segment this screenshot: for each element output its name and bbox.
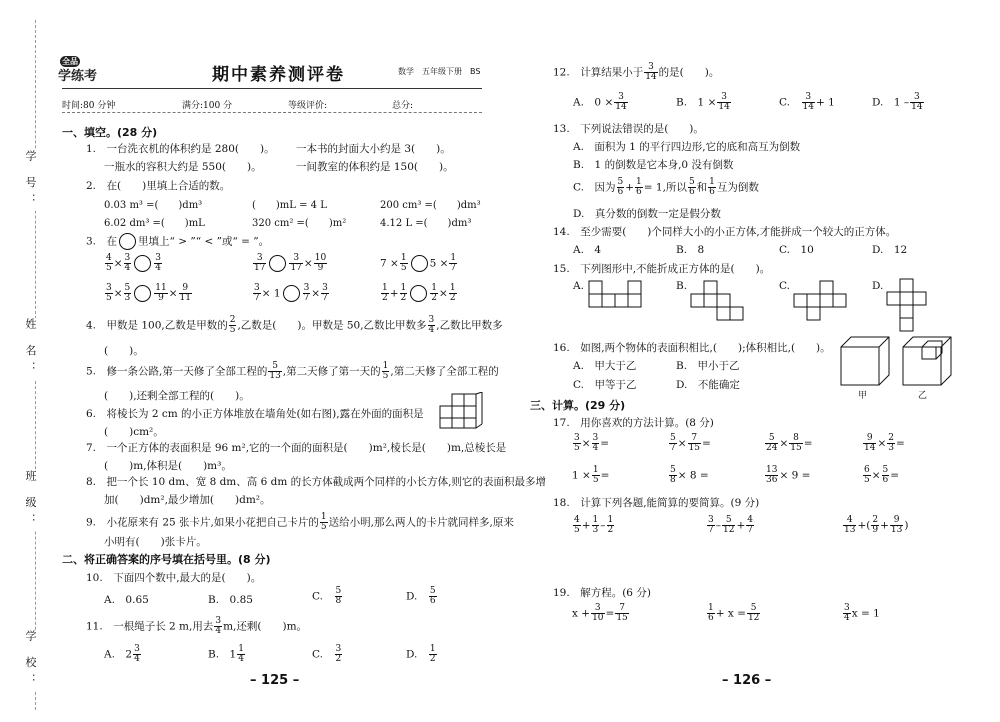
q6-line-1: 6. 将棱长为 2 cm 的小正方体堆放在墙角处(如右图),露在外面的面积是 (86, 408, 424, 420)
name-field: 姓 名： (24, 318, 37, 379)
q2-item-f: 4.12 L =( )dm³ (380, 218, 472, 229)
q4-line-1: 4. 甲数是 100,乙数是甲数的 $\frac{2}{5}$ ,乙数是( )。甲数是 50,乙数比甲数多 $\frac{3}{4}$ ,乙数比甲数多 (86, 315, 503, 335)
answer-circle-icon (410, 285, 427, 302)
q19-eq-2: $\frac{1}{6}$ + x = $\frac{5}{12}$ (708, 603, 760, 623)
q13-stem: 13. 下列说法错误的是( )。 (553, 123, 704, 135)
binding-margin (0, 0, 44, 722)
compare-circle-icon (119, 233, 136, 250)
q12-option-a: A. 0 × $\frac{3}{14}$ (573, 92, 627, 112)
q18-expr-1: $\frac{4}{5}$ + $\frac{1}{3}$ – $\frac{1}{2}$ (574, 515, 614, 535)
q11-option-b: B. 1 $\frac{1}{4}$ (208, 644, 244, 664)
q2-item-c: 200 cm³ =( )dm³ (380, 200, 481, 211)
q10-option-d: D. $\frac{5}{6}$ (406, 586, 436, 606)
q15-stem: 15. 下列图形中,不能折成正方体的是( )。 (553, 263, 771, 275)
student-number-field: 学 号： (24, 150, 37, 211)
answer-circle-icon (134, 285, 151, 302)
q10-option-b: B. 0.85 (208, 594, 253, 606)
q13-option-b: B. 1 的倒数是它本身,0 没有倒数 (573, 159, 734, 171)
q17-expr-4: $\frac{9}{14}$ × $\frac{2}{3}$ = (864, 433, 905, 453)
q4-line-2: ( )。 (104, 345, 144, 357)
grade-rating: 等级评价: (288, 101, 328, 111)
net-a-figure (588, 280, 648, 324)
subject-label: 数学 五年级下册 BS (398, 67, 481, 76)
q10-option-a: A. 0.65 (104, 594, 149, 606)
q8-line-2: 加( )dm²,最少增加( )dm²。 (104, 494, 271, 506)
q14-option-d: D. 12 (872, 244, 908, 256)
q11-option-c: C. $\frac{3}{2}$ (312, 644, 342, 664)
q15-option-c: C. (779, 280, 790, 292)
q12-stem: 12. 计算结果小于 $\frac{3}{14}$ 的是( )。 (553, 62, 720, 82)
answer-circle-icon (269, 255, 286, 272)
q2-item-b: ( )mL = 4 L (252, 200, 327, 211)
q13-option-a: A. 面积为 1 的平行四边形,它的底和高互为倒数 (573, 141, 801, 153)
q19-eq-3: $\frac{3}{4}$ x = 1 (844, 603, 880, 623)
q6-line-2: ( )cm²。 (104, 426, 164, 438)
q17-expr-2: $\frac{5}{7}$ × $\frac{7}{15}$ = (670, 433, 711, 453)
cube-yi-figure (902, 336, 954, 388)
q16-option-b: B. 甲小于乙 (676, 360, 740, 372)
class-field: 班 级： (24, 470, 37, 531)
page-number-right: – 126 – (722, 673, 772, 688)
q19-stem: 19. 解方程。(6 分) (553, 587, 651, 599)
exam-title: 期中素养测评卷 (212, 65, 345, 85)
net-d-figure (886, 278, 930, 336)
net-b-figure (690, 280, 750, 324)
q18-expr-3: $\frac{4}{13}$ +( $\frac{2}{9}$ + $\frac{9}{13}$ ) (844, 515, 909, 535)
q18-expr-2: $\frac{3}{7}$ – $\frac{5}{12}$ + $\frac{4}{7}$ (708, 515, 753, 535)
brand-logo: 全品 学练考 (58, 57, 98, 84)
q15-option-d: D. (872, 280, 884, 292)
q18-stem: 18. 计算下列各题,能简算的要简算。(9 分) (553, 497, 760, 509)
exam-time: 时间:80 分钟 (62, 101, 116, 111)
q17-expr-7: $\frac{13}{36}$ × 9 = (766, 465, 811, 485)
q14-option-a: A. 4 (573, 244, 602, 256)
q7-line-2: ( )m,体积是( )m³。 (104, 460, 232, 472)
info-rule (62, 112, 482, 113)
total-score: 总分: (392, 101, 414, 111)
answer-circle-icon (411, 255, 428, 272)
q14-option-b: B. 8 (676, 244, 705, 256)
section-three-heading: 三、计算。(29 分) (530, 399, 626, 412)
q11-option-d: D. $\frac{1}{2}$ (406, 644, 436, 664)
q8-line-1: 8. 把一个长 10 dm、宽 8 dm、高 6 dm 的长方体截成两个同样的小长方体,则它的表面积最多增 (86, 476, 546, 488)
q17-expr-3: $\frac{5}{24}$ × $\frac{8}{15}$ = (766, 433, 813, 453)
full-score: 满分:100 分 (182, 101, 233, 111)
q3-expr-1: $\frac{4}{5}$ × $\frac{3}{4}$ $\frac{3}{4}$ (106, 253, 162, 273)
q3-expr-5: $\frac{3}{7}$ × 1 $\frac{3}{7}$ × $\frac{3}{7}$ (254, 283, 328, 303)
q17-expr-5: 1 × $\frac{1}{5}$ = (572, 465, 610, 485)
q13-option-d: D. 真分数的倒数一定是假分数 (573, 208, 721, 220)
header-rule (62, 88, 482, 89)
q5-line-2: ( ),还剩全部工程的( )。 (104, 390, 250, 402)
section-one-heading: 一、填空。(28 分) (62, 126, 158, 139)
q17-expr-8: $\frac{6}{5}$ × $\frac{5}{6}$ = (864, 465, 900, 485)
q12-option-c: C. $\frac{3}{14}$ + 1 (779, 92, 835, 112)
q11-stem: 11. 一根绳子长 2 m,用去 $\frac{3}{4}$ m,还剩( )m。 (86, 616, 308, 636)
q1-part-d: 一间教室的体积约是 150( )。 (296, 161, 454, 173)
q10-stem: 10. 下面四个数中,最大的是( )。 (86, 572, 262, 584)
q1-part-b: 一本书的封面大小约是 3( )。 (296, 143, 451, 155)
q15-option-a: A. (573, 280, 584, 292)
q15-option-b: B. (676, 280, 688, 292)
q17-expr-6: $\frac{5}{8}$ × 8 = (670, 465, 709, 485)
q2-stem: 2. 在( )里填上合适的数。 (86, 180, 231, 192)
q14-option-c: C. 10 (779, 244, 814, 256)
q3-expr-2: $\frac{3}{17}$ $\frac{3}{17}$ × $\frac{10}{9}$ (254, 253, 327, 273)
q10-option-c: C. $\frac{5}{8}$ (312, 586, 342, 606)
answer-circle-icon (283, 285, 300, 302)
q9-line-2: 小明有( )张卡片。 (104, 536, 207, 548)
q16-option-d: D. 不能确定 (676, 379, 740, 391)
section-two-heading: 二、将正确答案的序号填在括号里。(8 分) (62, 553, 271, 566)
q19-eq-1: x + $\frac{3}{10}$ = $\frac{7}{15}$ (572, 603, 628, 623)
q17-stem: 17. 用你喜欢的方法计算。(8 分) (553, 417, 714, 429)
q1-part-a: 1. 一台洗衣机的体积约是 280( )。 (86, 143, 275, 155)
q3-expr-3: 7 × $\frac{1}{5}$ 5 × $\frac{1}{7}$ (380, 253, 457, 273)
q16-option-a: A. 甲大于乙 (573, 360, 637, 372)
school-field: 学 校： (24, 630, 37, 691)
page-number-left: – 125 – (250, 673, 300, 688)
cube-jia-figure (840, 336, 892, 388)
q2-item-d: 6.02 dm³ =( )mL (104, 218, 205, 229)
q16-option-c: C. 甲等于乙 (573, 379, 637, 391)
q3-stem: 3. 在 里填上“ > ”“ < ”或“ = ”。 (86, 233, 269, 250)
q16-stem: 16. 如图,两个物体的表面积相比,( );体积相比,( )。 (553, 342, 831, 354)
stacked-cubes-figure (438, 392, 484, 430)
q12-option-b: B. 1 × $\frac{3}{14}$ (676, 92, 730, 112)
q3-expr-4: $\frac{3}{5}$ × $\frac{5}{3}$ $\frac{11}{9}$ × $\frac{9}{11}$ (106, 283, 191, 303)
q13-option-c: C. 因为 $\frac{5}{6}$ + $\frac{1}{6}$ = 1,所以 $\frac{5}{6}$ 和 $\frac{1}{6}$ 互为倒数 (573, 177, 759, 197)
q9-line-1: 9. 小花原来有 25 张卡片,如果小花把自己卡片的 $\frac{1}{5}$ 送给小明,那么两人的卡片就同样多,原来 (86, 512, 514, 532)
q1-part-c: 一瓶水的容积大约是 550( )。 (104, 161, 262, 173)
q7-line-1: 7. 一个正方体的表面积是 96 m²,它的一个面的面积是( )m²,棱长是( )m,总棱长是 (86, 442, 507, 454)
q14-stem: 14. 至少需要( )个同样大小的小正方体,才能拼成一个较大的正方体。 (553, 226, 897, 238)
q11-option-a: A. 2 $\frac{3}{4}$ (104, 644, 140, 664)
answer-circle-icon (134, 255, 151, 272)
net-c-figure (793, 280, 853, 324)
label-jia: 甲 (858, 391, 868, 401)
q17-expr-1: $\frac{3}{5}$ × $\frac{3}{4}$ = (574, 433, 610, 453)
q3-expr-6: $\frac{1}{2}$ + $\frac{1}{2}$ $\frac{1}{2}$ × $\frac{1}{2}$ (382, 283, 456, 303)
q12-option-d: D. 1 – $\frac{3}{14}$ (872, 92, 923, 112)
q5-line-1: 5. 修一条公路,第一天修了全部工程的 $\frac{5}{13}$ ,第二天修了第一天的 $\frac{1}{5}$ ,第二天修了全部工程的 (86, 361, 499, 381)
label-yi: 乙 (918, 391, 928, 401)
q2-item-a: 0.03 m³ =( )dm³ (104, 200, 203, 211)
q2-item-e: 320 cm² =( )m² (252, 218, 347, 229)
